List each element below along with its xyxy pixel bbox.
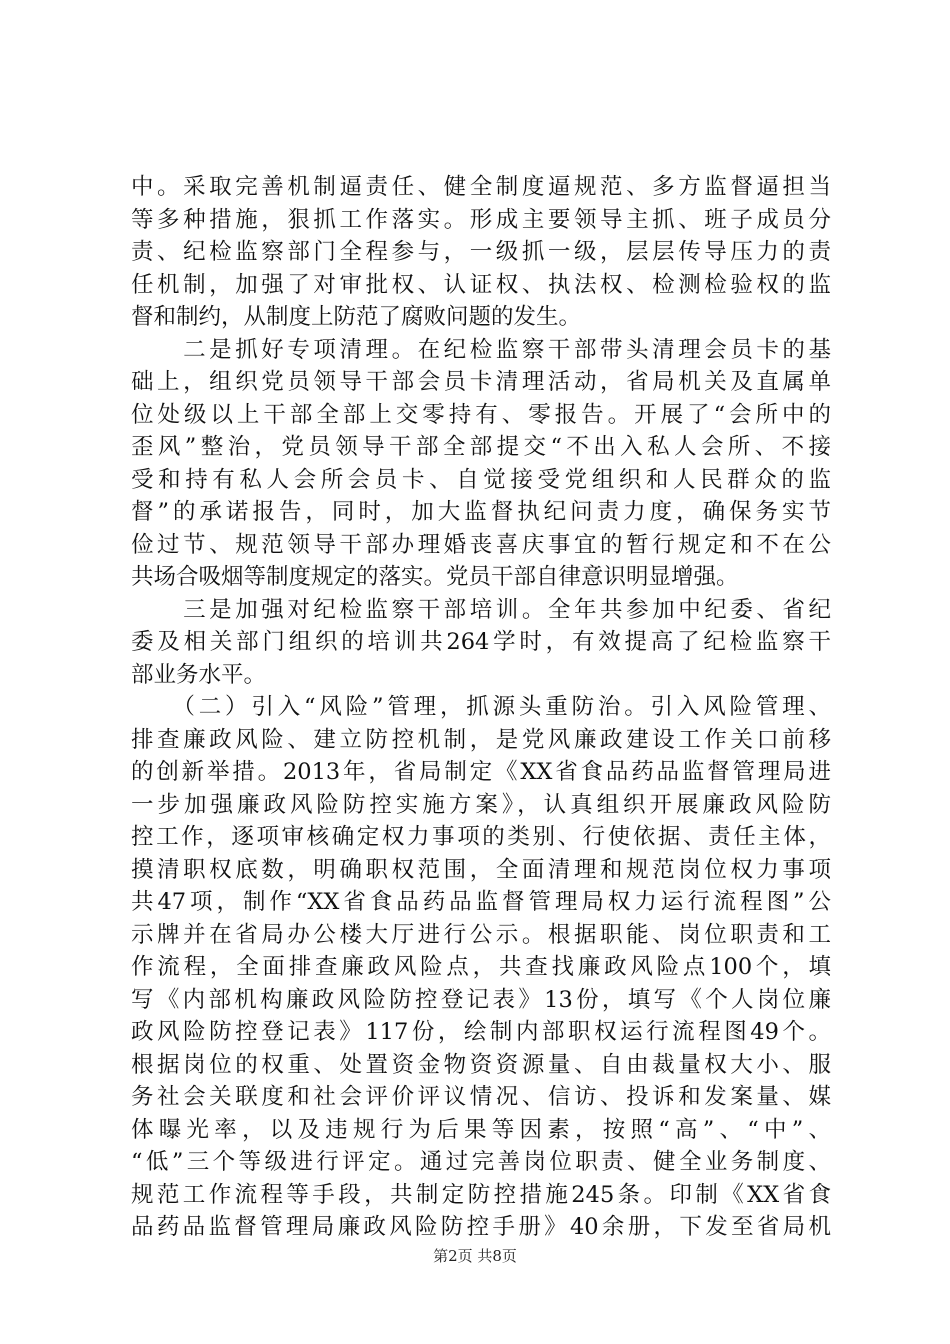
text-line: 排查廉政风险、建立防控机制，是党风廉政建设工作关口前移 [131, 726, 831, 753]
text-line: 作流程，全面排查廉政风险点，共查找廉政风险点100个，填 [131, 954, 831, 980]
text-line: 示牌并在省局办公楼大厅进行公示。根据职能、岗位职责和工 [131, 921, 831, 948]
text-line: 共场合吸烟等制度规定的落实。党员干部自律意识明显增强。 [131, 564, 739, 590]
text-line: 摸清职权底数，明确职权范围，全面清理和规范岗位权力事项 [131, 856, 831, 883]
page-footer [0, 1246, 950, 1266]
text-line: 中。采取完善机制逼责任、健全制度逼规范、多方监督逼担当 [131, 174, 831, 200]
text-line: 一步加强廉政风险防控实施方案》，认真组织开展廉政风险防 [131, 791, 831, 818]
text-line: 控工作，逐项审核确定权力事项的类别、行使依据、责任主体， [131, 824, 831, 850]
text-line: 任机制，加强了对审批权、认证权、执法权、检测检验权的监 [131, 271, 831, 298]
page-number: 第2页 共8页 [433, 1247, 517, 1265]
text-line: 的创新举措。2013年，省局制定《XX省食品药品监督管理局进 [131, 759, 831, 785]
text-line: 体曝光率，以及违规行为后果等因素，按照“高”、“中”、 [131, 1116, 831, 1143]
text-line: 受和持有私人会所会员卡、自觉接受党组织和人民群众的监 [131, 466, 831, 493]
text-line: 部业务水平。 [131, 661, 267, 688]
text-line: 共47项，制作“XX省食品药品监督管理局权力运行流程图”公 [131, 889, 831, 915]
document-body [131, 171, 831, 1244]
text-line: 写《内部机构廉政风险防控登记表》13份，填写《个人岗位廉 [131, 986, 831, 1013]
text-line: 根据岗位的权重、处置资金物资资源量、自由裁量权大小、服 [131, 1051, 831, 1078]
text-line: （二）引入“风险”管理，抓源头重防治。引入风险管理、 [131, 694, 831, 720]
text-line: 规范工作流程等手段，共制定防控措施245条。印制《XX省食 [131, 1181, 831, 1208]
text-line: 委及相关部门组织的培训共264学时，有效提高了纪检监察干 [131, 629, 831, 655]
text-line: 务社会关联度和社会评价评议情况、信访、投诉和发案量、媒 [131, 1084, 831, 1110]
text-line: 品药品监督管理局廉政风险防控手册》40余册，下发至省局机 [131, 1214, 831, 1240]
text-line: 位处级以上干部全部上交零持有、零报告。开展了“会所中的 [131, 401, 831, 428]
text-line: 责、纪检监察部门全程参与，一级抓一级，层层传导压力的责 [131, 239, 831, 265]
text-line: 础上，组织党员领导干部会员卡清理活动，省局机关及直属单 [131, 369, 831, 395]
text-line: 三是加强对纪检监察干部培训。全年共参加中纪委、省纪 [131, 596, 831, 623]
text-line: 督”的承诺报告，同时，加大监督执纪问责力度，确保务实节 [131, 499, 831, 525]
text-line: 俭过节、规范领导干部办理婚丧喜庆事宜的暂行规定和不在公 [131, 531, 831, 558]
text-line: 政风险防控登记表》117份，绘制内部职权运行流程图49个。 [131, 1019, 831, 1045]
text-line: “低”三个等级进行评定。通过完善岗位职责、健全业务制度、 [131, 1149, 831, 1175]
text-line: 歪风”整治，党员领导干部全部提交“不出入私人会所、不接 [131, 434, 831, 460]
text-line: 等多种措施，狠抓工作落实。形成主要领导主抓、班子成员分 [131, 206, 831, 233]
text-line: 督和制约，从制度上防范了腐败问题的发生。 [131, 304, 582, 330]
text-line: 二是抓好专项清理。在纪检监察干部带头清理会员卡的基 [131, 336, 831, 363]
